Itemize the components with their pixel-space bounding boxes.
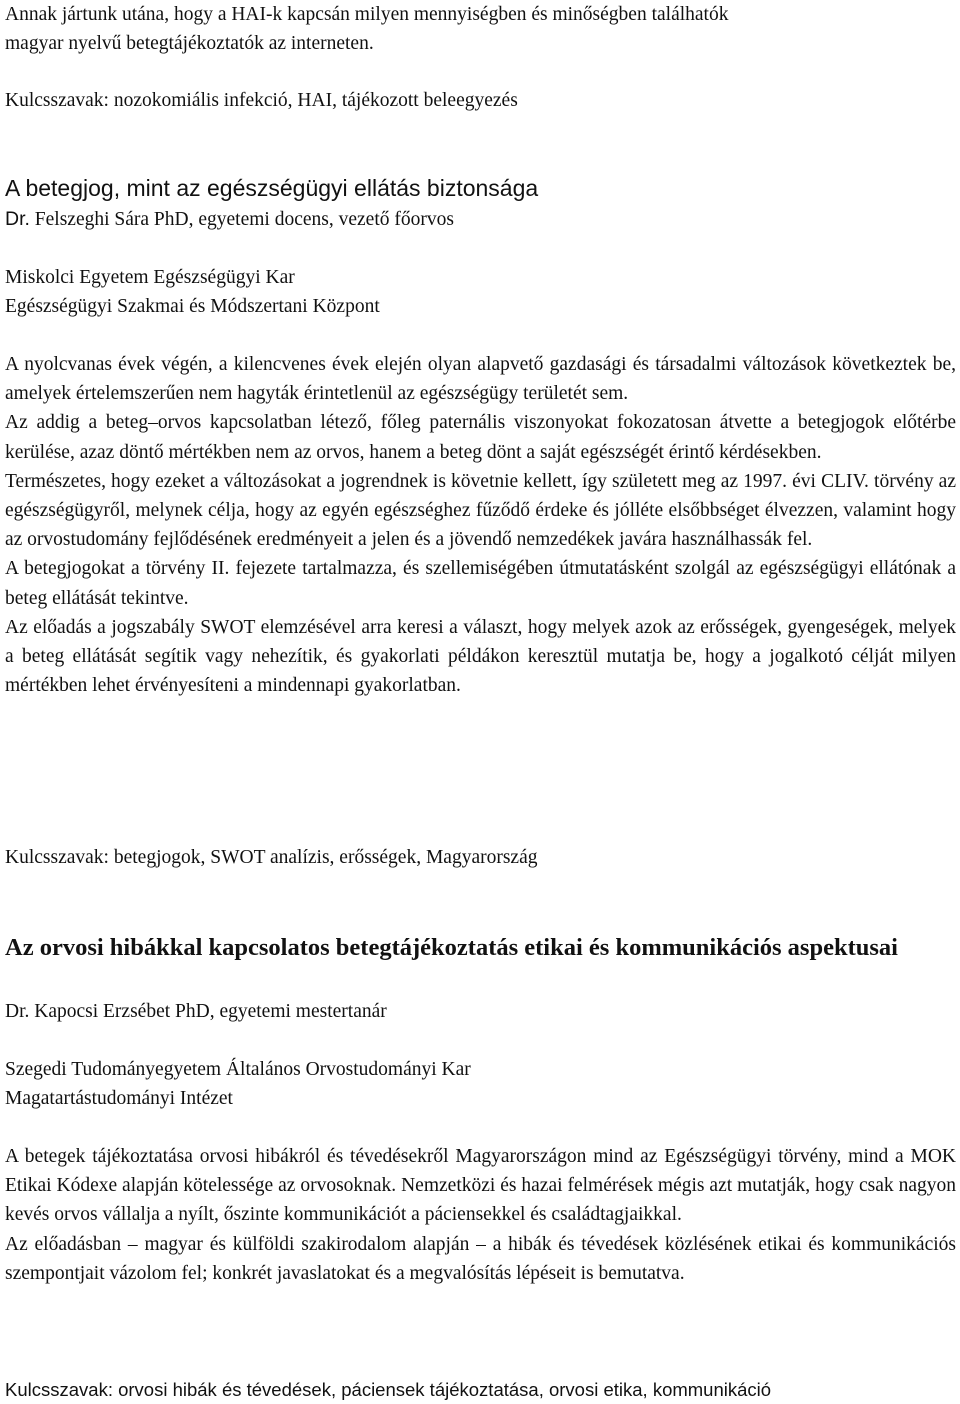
article1-author: Felszeghi Sára PhD, egyetemi docens, vezető főorvos xyxy=(34,209,454,230)
article2-paragraph-2: Az előadásban – magyar és külföldi szakirodalom alapján – a hibák és tévedések közlésének etikai és kommunikációs szempontjait vázolom fel; konkrét javaslatokat és a megvalósítás lépéseit is bemutatva. xyxy=(5,1233,956,1284)
article1-paragraph-2: Az addig a beteg–orvos kapcsolatban létező, főleg paternális viszonyokat fokozatosan átvette a betegjogok előtérbe kerülése, azaz döntő mértékben nem az orvos, hanem a beteg dönt a saját egészségét érintő kérdésekben. xyxy=(5,412,956,463)
previous-abstract-line-1: Annak jártunk utána, hogy a HAI-k kapcsán milyen mennyiségben és minőségben találhatók xyxy=(5,4,729,25)
previous-abstract-keywords: Kulcsszavak: nozokomiális infekció, HAI, tájékozott beleegyezés xyxy=(5,90,518,111)
article1-title: A betegjog, mint az egészségügyi ellátás biztonsága xyxy=(5,175,539,201)
article2-affiliation-2: Magatartástudományi Intézet xyxy=(5,1088,233,1109)
article1-paragraph-5: Az előadás a jogszabály SWOT elemzésével arra keresi a választ, hogy melyek azok az erősségek, gyengeségek, melyek a beteg ellátását segítik vagy nehezítik, és gyakorlati példákon keresztül mutatja be, hogy a jogalkotó célját milyen mértékben lehet érvényesíteni a mindennapi gyakorlatban. xyxy=(5,616,956,697)
article2-affiliation-1: Szegedi Tudományegyetem Általános Orvostudományi Kar xyxy=(5,1059,471,1080)
article1-author-prefix: Dr. xyxy=(5,208,30,230)
article2-title: Az orvosi hibákkal kapcsolatos betegtájékoztatás etikai és kommunikációs aspektusai xyxy=(5,934,898,961)
article1-affiliation-2: Egészségügyi Szakmai és Módszertani Központ xyxy=(5,296,380,317)
article2-paragraph-1: A betegek tájékoztatása orvosi hibákról és tévedésekről Magyarországon mind az Egészségügyi törvény, mind a MOK Etikai Kódexe alapján kötelessége az orvosoknak. Nemzetközi és hazai felmérések mégis azt mutatják, hogy csak nagyon kevés orvos vállalja a nyílt, őszinte kommunikációt a páciensekkel és családtagjaikkal. xyxy=(5,1146,956,1226)
article2-author: Dr. Kapocsi Erzsébet PhD, egyetemi mestertanár xyxy=(5,1001,387,1022)
article1-author-line xyxy=(5,207,454,232)
previous-abstract-line-2: magyar nyelvű betegtájékoztatók az interneten. xyxy=(5,33,374,54)
article1-paragraph-4: A betegjogokat a törvény II. fejezete tartalmazza, és szellemiségében útmutatásként szolgál az egészségügyi ellátónak a beteg ellátását tekintve. xyxy=(5,558,956,609)
article2-abstract xyxy=(5,1142,956,1288)
article1-affiliation-1: Miskolci Egyetem Egészségügyi Kar xyxy=(5,267,295,288)
article1-abstract xyxy=(5,350,956,700)
article1-paragraph-3: Természetes, hogy ezeket a változásokat a jogrendnek is követnie kellett, így született meg az 1997. évi CLIV. törvény az egészségügyről, melynek célja, hogy az egyén egészséghez fűződő érdeke és jólléte elsőbbséget élvezzen, valamint hogy az orvostudomány fejlődésének eredményeit a jelen és a jövendő nemzedékek javára használhassák fel. xyxy=(5,470,956,551)
article2-keywords: Kulcsszavak: orvosi hibák és tévedések, páciensek tájékoztatása, orvosi etika, kommunikáció xyxy=(5,1379,772,1400)
article1-paragraph-1: A nyolcvanas évek végén, a kilencvenes évek elején olyan alapvető gazdasági és társadalmi változások következtek be, amelyek értelemszerűen nem hagyták érintetlenül az egészségügy területét sem. xyxy=(5,354,956,405)
article1-keywords: Kulcsszavak: betegjogok, SWOT analízis, erősségek, Magyarország xyxy=(5,847,538,868)
